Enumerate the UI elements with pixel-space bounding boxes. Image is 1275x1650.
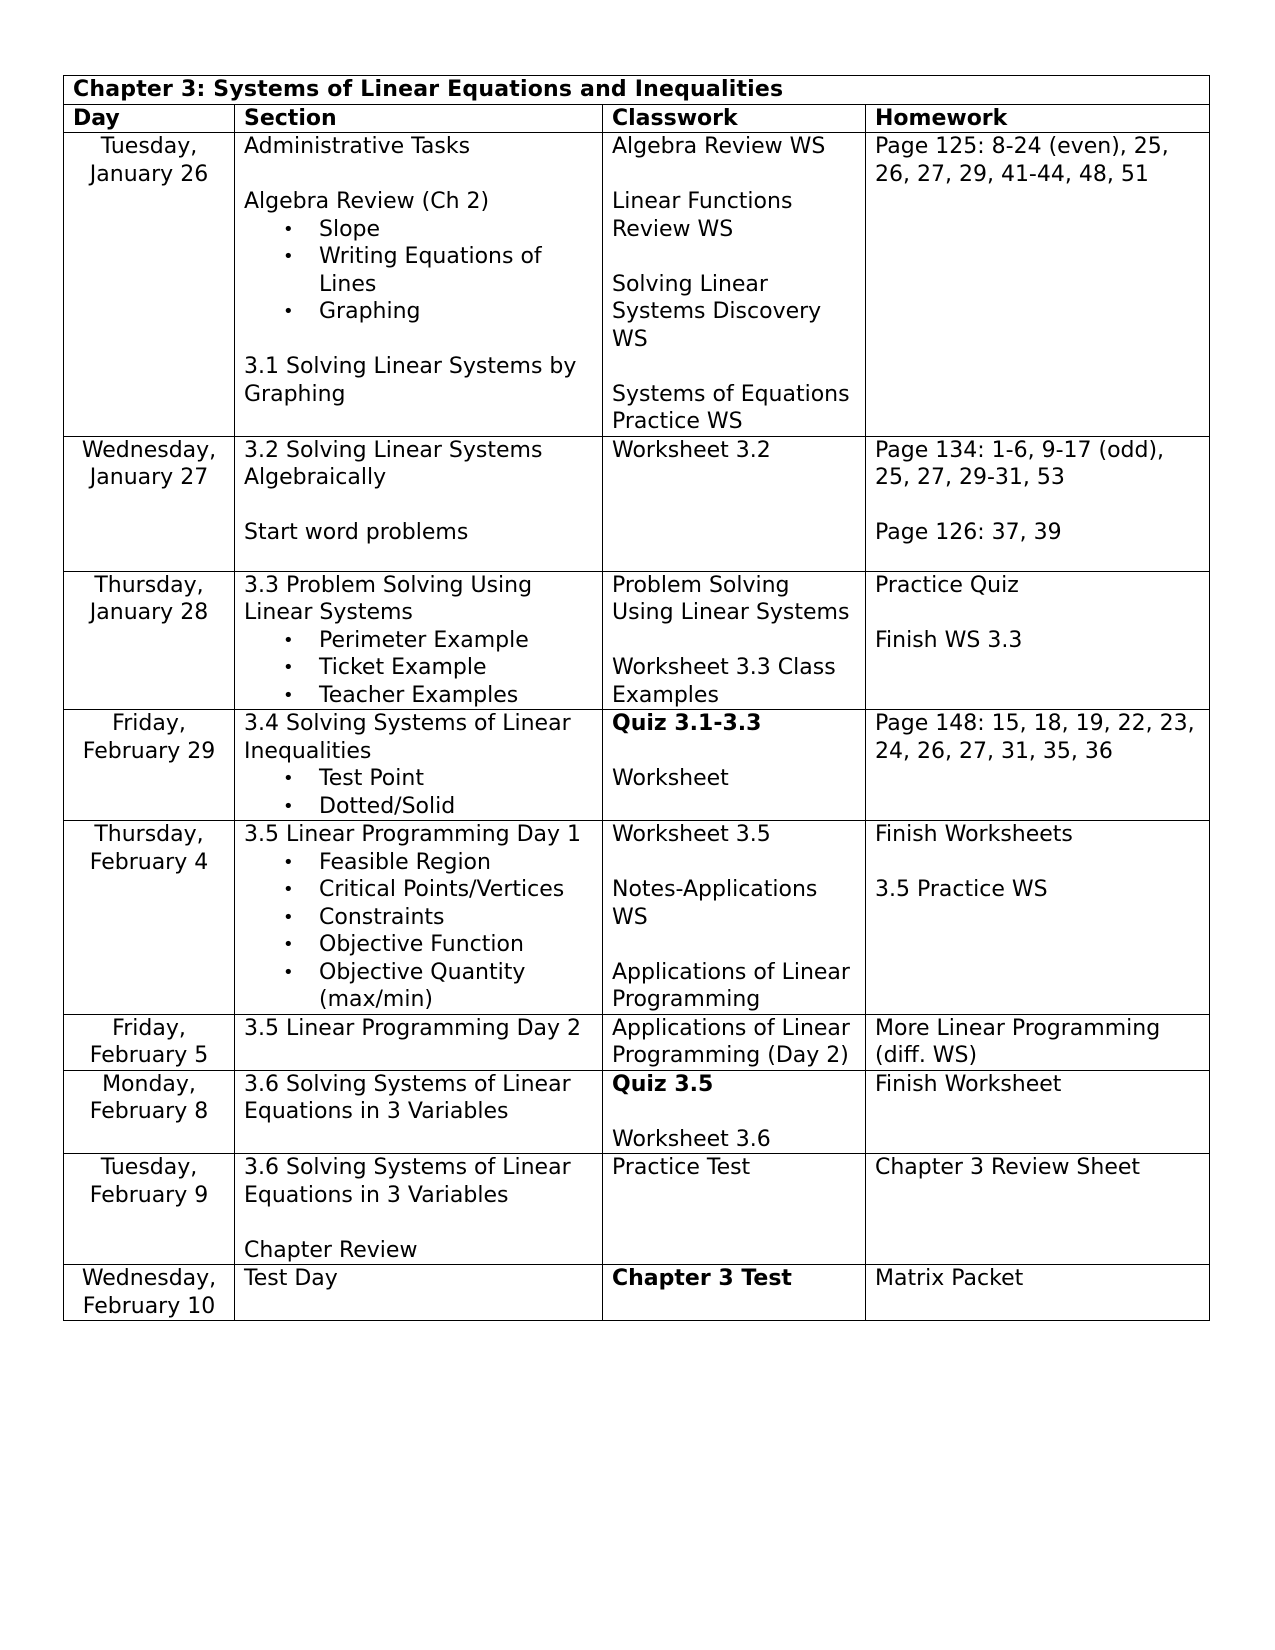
homework-item: Page 126: 37, 39 [875, 520, 1062, 545]
section-cell [235, 133, 603, 437]
section-text: Test Day [244, 1266, 338, 1291]
bullet-list [244, 849, 593, 1014]
homework-cell [866, 1070, 1210, 1154]
date: February 9 [89, 1182, 209, 1208]
homework-cell [866, 571, 1210, 710]
date: January 26 [89, 161, 209, 187]
section-text: 3.1 Solving Linear Systems by Graphing [244, 354, 577, 407]
date: February 4 [89, 849, 209, 875]
weekday: Tuesday, [100, 134, 198, 159]
homework-item: Practice Quiz [875, 572, 1019, 598]
section-text: Chapter Review [244, 1237, 418, 1263]
classwork-item: Worksheet 3.6 [612, 1126, 771, 1152]
section-cell [235, 710, 603, 821]
homework-item: Matrix Packet [875, 1266, 1024, 1291]
bullet-item: • Dotted/Solid [319, 793, 593, 821]
day-cell [64, 1070, 235, 1154]
homework-cell [866, 1154, 1210, 1265]
quiz-label: Quiz 3.1-3.3 [612, 711, 762, 736]
classwork-cell [603, 710, 866, 821]
section-text: 3.5 Linear Programming Day 1 [244, 822, 582, 847]
schedule-table [63, 75, 1210, 1321]
classwork-item: Solving Linear Systems Discovery WS [612, 271, 822, 352]
table-row [64, 1070, 1210, 1154]
section-text: 3.5 Linear Programming Day 2 [244, 1015, 582, 1041]
classwork-item: Problem Solving Using Linear Systems [612, 572, 850, 625]
classwork-cell [603, 571, 866, 710]
date: February 29 [82, 738, 216, 764]
header-row [64, 104, 1210, 133]
section-cell [235, 1070, 603, 1154]
day-cell [64, 821, 235, 1015]
day-cell [64, 1154, 235, 1265]
bullet-item: • Feasible Region [319, 849, 593, 877]
section-text: Algebra Review (Ch 2) [244, 189, 490, 214]
homework-item: Page 125: 8-24 (even), 25, 26, 27, 29, 41-44, 48, 51 [875, 134, 1169, 187]
classwork-item: Worksheet 3.2 [612, 437, 771, 463]
table-title: Chapter 3: Systems of Linear Equations and Inequalities [64, 76, 1210, 105]
homework-cell [866, 710, 1210, 821]
classwork-item: Worksheet 3.3 Class Examples [612, 655, 836, 708]
weekday: Thursday, [94, 572, 204, 598]
homework-item: Chapter 3 Review Sheet [875, 1155, 1141, 1180]
section-text: 3.6 Solving Systems of Linear Equations in 3 Variables [244, 1155, 571, 1208]
day-cell [64, 710, 235, 821]
section-text: 3.3 Problem Solving Using Linear Systems [244, 572, 533, 625]
classwork-item: Notes-Applications WS [612, 877, 818, 930]
homework-cell [866, 1265, 1210, 1321]
classwork-item: Worksheet 3.5 [612, 822, 771, 847]
header-day: Day [64, 104, 235, 133]
classwork-item: Applications of Linear Programming [612, 959, 850, 1012]
section-cell [235, 436, 603, 571]
table-row [64, 436, 1210, 571]
date: January 27 [89, 465, 209, 490]
homework-cell [866, 436, 1210, 571]
section-cell [235, 1265, 603, 1321]
table-row [64, 710, 1210, 821]
bullet-list [244, 765, 593, 820]
classwork-cell [603, 1154, 866, 1265]
date: January 28 [89, 600, 209, 625]
classwork-cell [603, 436, 866, 571]
section-text: Start word problems [244, 520, 469, 545]
bullet-item: • Writing Equations of Lines [319, 243, 593, 298]
bullet-item: • Critical Points/Vertices [319, 876, 593, 904]
weekday: Monday, [102, 1071, 196, 1097]
date: February 10 [82, 1293, 216, 1319]
bullet-item: • Constraints [319, 904, 593, 932]
weekday: Friday, [112, 711, 186, 736]
classwork-item: Practice Test [612, 1155, 751, 1180]
section-text: 3.2 Solving Linear Systems Algebraically [244, 437, 543, 490]
bullet-item: • Objective Quantity (max/min) [319, 959, 593, 1014]
section-cell [235, 571, 603, 710]
table-row [64, 1014, 1210, 1070]
bullet-item: • Slope [319, 216, 593, 244]
homework-item: More Linear Programming (diff. WS) [875, 1015, 1161, 1068]
bullet-item: • Teacher Examples [319, 682, 593, 710]
day-cell [64, 571, 235, 710]
section-cell [235, 821, 603, 1015]
weekday: Tuesday, [100, 1155, 198, 1180]
weekday: Wednesday, [81, 437, 217, 463]
section-cell [235, 1154, 603, 1265]
homework-item: 3.5 Practice WS [875, 877, 1048, 902]
bullet-item: • Perimeter Example [319, 627, 593, 655]
header-classwork: Classwork [603, 104, 866, 133]
classwork-cell [603, 1265, 866, 1321]
section-text: 3.6 Solving Systems of Linear Equations in 3 Variables [244, 1071, 571, 1124]
date: February 8 [89, 1099, 209, 1124]
homework-item: Finish WS 3.3 [875, 627, 1023, 653]
table-row [64, 133, 1210, 437]
bullet-item: • Ticket Example [319, 654, 593, 682]
bullet-item: • Objective Function [319, 931, 593, 959]
day-cell [64, 1014, 235, 1070]
weekday: Wednesday, [81, 1266, 217, 1291]
bullet-list [244, 216, 593, 326]
weekday: Thursday, [94, 822, 204, 847]
header-section: Section [235, 104, 603, 133]
classwork-cell [603, 1070, 866, 1154]
classwork-item: Systems of Equations Practice WS [612, 381, 850, 434]
classwork-cell [603, 133, 866, 437]
homework-cell [866, 133, 1210, 437]
header-homework: Homework [866, 104, 1210, 133]
day-cell [64, 1265, 235, 1321]
homework-cell [866, 821, 1210, 1015]
section-text: 3.4 Solving Systems of Linear Inequalities [244, 711, 571, 764]
classwork-cell [603, 821, 866, 1015]
date: February 5 [89, 1043, 209, 1068]
homework-item: Page 134: 1-6, 9-17 (odd), 25, 27, 29-31, 53 [875, 437, 1165, 490]
section-cell [235, 1014, 603, 1070]
table-row [64, 1154, 1210, 1265]
homework-item: Finish Worksheets [875, 822, 1073, 847]
day-cell [64, 436, 235, 571]
homework-cell [866, 1014, 1210, 1070]
bullet-item: • Graphing [319, 298, 593, 326]
table-row [64, 571, 1210, 710]
table-row [64, 1265, 1210, 1321]
day-cell [64, 133, 235, 437]
classwork-item: Linear Functions Review WS [612, 189, 793, 242]
table-row [64, 821, 1210, 1015]
bullet-item: • Test Point [319, 765, 593, 793]
classwork-item: Algebra Review WS [612, 134, 826, 159]
classwork-cell [603, 1014, 866, 1070]
homework-item: Page 148: 15, 18, 19, 22, 23, 24, 26, 27, 31, 35, 36 [875, 711, 1195, 764]
classwork-item: Worksheet [612, 766, 729, 791]
homework-item: Finish Worksheet [875, 1071, 1062, 1097]
bullet-list [244, 627, 593, 710]
section-text: Administrative Tasks [244, 134, 471, 159]
title-row [64, 76, 1210, 105]
test-label: Chapter 3 Test [612, 1266, 792, 1291]
quiz-label: Quiz 3.5 [612, 1071, 714, 1097]
classwork-item: Applications of Linear Programming (Day 2) [612, 1015, 850, 1068]
weekday: Friday, [112, 1015, 186, 1041]
